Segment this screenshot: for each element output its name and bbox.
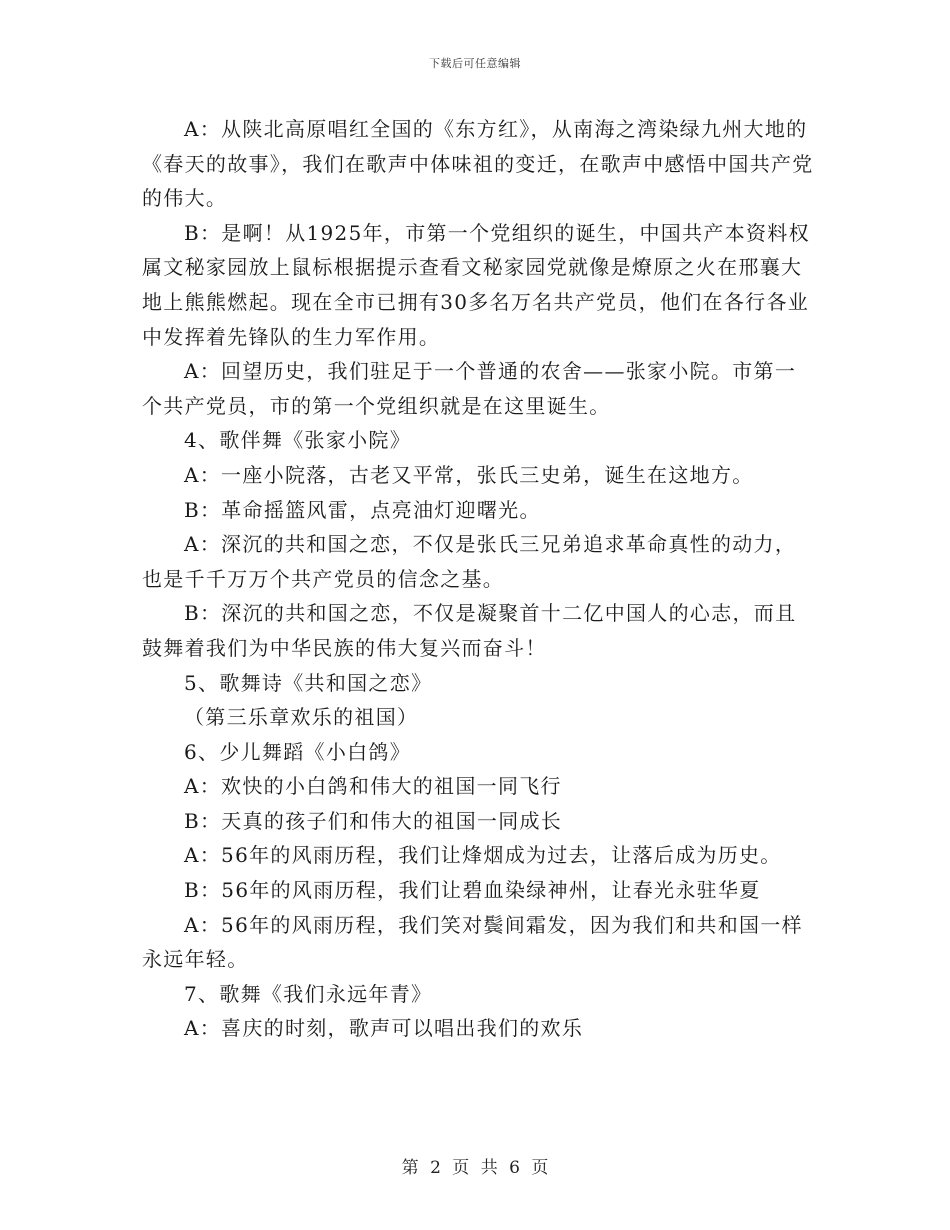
paragraph-13: B：天真的孩子们和伟大的祖国一同成长 [184, 808, 563, 833]
paragraph-15: B：56年的风雨历程，我们让碧血染绿神州，让春光永驻华夏 [184, 878, 761, 903]
paragraph-16: A：56年的风雨历程，我们笑对鬓间霜发，因为我们和共和国一样永远年轻。 [142, 912, 803, 972]
paragraph-12: A：欢快的小白鸽和伟大的祖国一同飞行 [184, 774, 562, 799]
section-heading-7: 7、歌舞《我们永远年青》 [184, 981, 433, 1006]
section-heading-6: 6、少儿舞蹈《小白鸽》 [184, 739, 412, 764]
paragraph-8: B：深沉的共和国之恋，不仅是凝聚首十二亿中国人的心志，而且鼓舞着我们为中华民族的伟大复兴而奋斗！ [142, 601, 797, 660]
section-heading-5: 5、歌舞诗《共和国之恋》 [184, 670, 433, 695]
section-heading-4: 4、歌伴舞《张家小院》 [184, 428, 412, 453]
page-number-footer: 第 2 页 共 6 页 [401, 1158, 549, 1178]
page-header: 下载后可任意编辑 [429, 57, 521, 70]
paragraph-1: A：从陕北高原唱红全国的《东方红》，从南海之湾染绿九州大地的《春天的故事》，我们在歌声中体味祖的变迁，在歌声中感悟中国共产党的伟大。 [142, 117, 814, 211]
paragraph-18: A：喜庆的时刻，歌声可以唱出我们的欢乐 [184, 1016, 584, 1041]
paragraph-3: A：回望历史，我们驻足于一个普通的农舍——张家小院。市第一个共产党员，市的第一个党组织就是在这里诞生。 [142, 359, 797, 418]
movement-title: （第三乐章欢乐的祖国） [184, 705, 419, 730]
document-body [142, 112, 814, 1046]
paragraph-7: A：深沉的共和国之恋，不仅是张氏三兄弟追求革命真性的动力，也是千千万万个共产党员的信念之基。 [142, 532, 797, 591]
paragraph-6: B：革命摇篮风雷，点亮油灯迎曙光。 [184, 497, 541, 522]
paragraph-14: A：56年的风雨历程，我们让烽烟成为过去，让落后成为历史。 [184, 843, 782, 868]
paragraph-2: B：是啊！从1925年，市第一个党组织的诞生，中国共产本资料权属文秘家园放上鼠标根据提示查看文秘家园党就像是燎原之火在邢襄大地上熊熊燃起。现在全市已拥有30多名万名共产党员，他们在各行各业中发挥着先锋队的生力军作用。 [142, 220, 810, 349]
paragraph-5: A：一座小院落，古老又平常，张氏三史弟，诞生在这地方。 [184, 462, 754, 487]
